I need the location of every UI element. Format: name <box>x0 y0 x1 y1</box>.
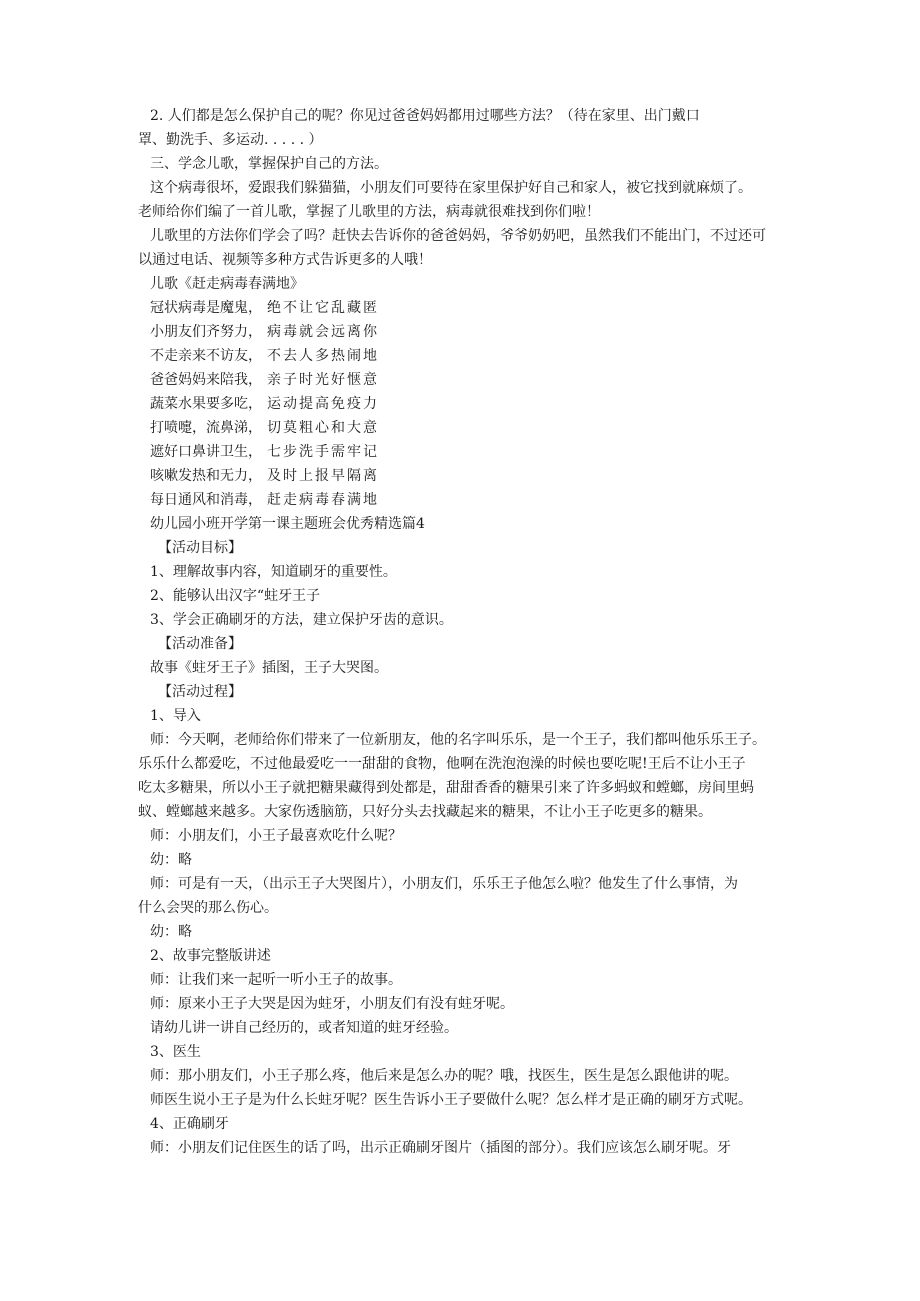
cry-line-1: 师：可是有一天，（出示王子大哭图片），小朋友们，乐乐王子他怎么啦？他发生了什么事情，为 <box>150 876 738 892</box>
intro-line-4: 蚁、螳螂越来越多。大家伤透脑筋，只好分头去找藏起来的糖果，不让小王子吃更多的糖果。 <box>138 804 712 820</box>
question-favorite: 师：小朋友们，小王子最喜欢吃什么呢？ <box>150 828 402 844</box>
goal-1: 1、理解故事内容，知道刷牙的重要性。 <box>150 564 397 580</box>
cry-line-2: 什么会哭的那么伤心。 <box>138 900 278 916</box>
poem-left: 蔬菜水果要多吃， <box>150 396 262 412</box>
document-page <box>138 104 798 1160</box>
story-line-1: 师：让我们来一起听一听小王子的故事。 <box>150 972 402 988</box>
intro-line-1: 师：今天啊，老师给你们带来了一位新朋友，他的名字叫乐乐，是一个王子，我们都叫他乐乐王子。 <box>150 732 766 748</box>
question-2-line-2: 罩、勤洗手、多运动. . . . . ） <box>138 132 323 148</box>
poem-right: 亲子时光好惬意 <box>267 372 379 388</box>
poem-row <box>138 296 798 320</box>
lesson-4-title: 幼儿园小班开学第一课主题班会优秀精选篇4 <box>150 516 425 532</box>
process-heading: 【活动过程】 <box>158 684 242 700</box>
poem-row <box>138 344 798 368</box>
poem-left: 爸爸妈妈来陪我， <box>150 372 262 388</box>
poem-right: 病毒就会远离你 <box>267 324 379 340</box>
section-3-heading: 三、学念儿歌，掌握保护自己的方法。 <box>150 156 388 172</box>
step-4-heading: 4、正确刷牙 <box>150 1116 229 1132</box>
poem-right: 七步洗手需牢记 <box>267 444 379 460</box>
prep-heading: 【活动准备】 <box>158 636 242 652</box>
poem-row <box>138 392 798 416</box>
doctor-line-2: 师医生说小王子是为什么长蛀牙呢？医生告诉小王子要做什么呢？怎么样才是正确的刷牙方式呢。 <box>150 1092 752 1108</box>
intro-line-2: 乐乐什么都爱吃，不过他最爱吃一一甜甜的食物，他啊在洗泡泡澡的时候也要吃呢!王后不让小王子 <box>138 756 746 772</box>
goal-2: 2、能够认出汉字“蛀牙王子 <box>150 588 321 604</box>
poem-row <box>138 464 798 488</box>
poem-row <box>138 320 798 344</box>
answer-1: 幼：略 <box>150 852 192 868</box>
poem-right: 切莫粗心和大意 <box>267 420 379 436</box>
section-3-paragraph-1-line-1: 这个病毒很坏，爱跟我们躲猫猫，小朋友们可要待在家里保护好自己和家人，被它找到就麻烦了。 <box>150 180 752 196</box>
answer-2: 幼：略 <box>150 924 192 940</box>
story-line-3: 请幼儿讲一讲自己经历的，或者知道的蛀牙经验。 <box>150 1020 458 1036</box>
poem-left: 咳嗽发热和无力， <box>150 468 262 484</box>
poem-right: 运动提高免疫力 <box>267 396 379 412</box>
prep-text: 故事《蛀牙王子》插图，王子大哭图。 <box>150 660 388 676</box>
poem-title: 儿歌《赶走病毒春满地》 <box>150 276 304 292</box>
story-line-2: 师：原来小王子大哭是因为蛀牙，小朋友们有没有蛀牙呢。 <box>150 996 514 1012</box>
poem-right: 赶走病毒春满地 <box>267 492 379 508</box>
poem-row <box>138 416 798 440</box>
section-3-paragraph-1-line-2: 老师给你们编了一首儿歌，掌握了儿歌里的方法，病毒就很难找到你们啦！ <box>138 204 600 220</box>
poem-body <box>138 296 798 512</box>
goal-3: 3、学会正确刷牙的方法，建立保护牙齿的意识。 <box>150 612 453 628</box>
poem-right: 绝不让它乱藏匿 <box>267 300 379 316</box>
step-1-heading: 1、导入 <box>150 708 201 724</box>
goal-heading: 【活动目标】 <box>158 540 242 556</box>
poem-right: 不去人多热闹地 <box>267 348 379 364</box>
poem-right: 及时上报早隔离 <box>267 468 379 484</box>
section-3-paragraph-2-line-2: 以通过电话、视频等多种方式告诉更多的人哦！ <box>138 252 432 268</box>
poem-row <box>138 488 798 512</box>
intro-line-3: 吃太多糖果，所以小王子就把糖果藏得到处都是，甜甜香香的糖果引来了许多蚂蚁和螳螂，房间里蚂 <box>138 780 754 796</box>
poem-left: 遮好口鼻讲卫生， <box>150 444 262 460</box>
poem-left: 打喷嚏，流鼻涕， <box>150 420 262 436</box>
poem-left: 冠状病毒是魔鬼， <box>150 300 262 316</box>
poem-left: 不走亲来不访友， <box>150 348 262 364</box>
poem-row <box>138 440 798 464</box>
brush-line-1: 师：小朋友们记住医生的话了吗，出示正确刷牙图片（插图的部分）。我们应该怎么刷牙呢。牙 <box>150 1140 731 1156</box>
step-3-heading: 3、医生 <box>150 1044 201 1060</box>
poem-left: 小朋友们齐努力， <box>150 324 262 340</box>
doctor-line-1: 师：那小朋友们，小王子那么疼，他后来是怎么办的呢？哦，找医生，医生是怎么跟他讲的呢。 <box>150 1068 738 1084</box>
question-2-line-1: 2. 人们都是怎么保护自己的呢？你见过爸爸妈妈都用过哪些方法？（待在家里、出门戴口 <box>150 108 700 124</box>
section-3-paragraph-2-line-1: 儿歌里的方法你们学会了吗？赶快去告诉你的爸爸妈妈，爷爷奶奶吧，虽然我们不能出门，不过还可 <box>150 228 766 244</box>
step-2-heading: 2、故事完整版讲述 <box>150 948 271 964</box>
poem-left: 每日通风和消毒， <box>150 492 262 508</box>
poem-row <box>138 368 798 392</box>
